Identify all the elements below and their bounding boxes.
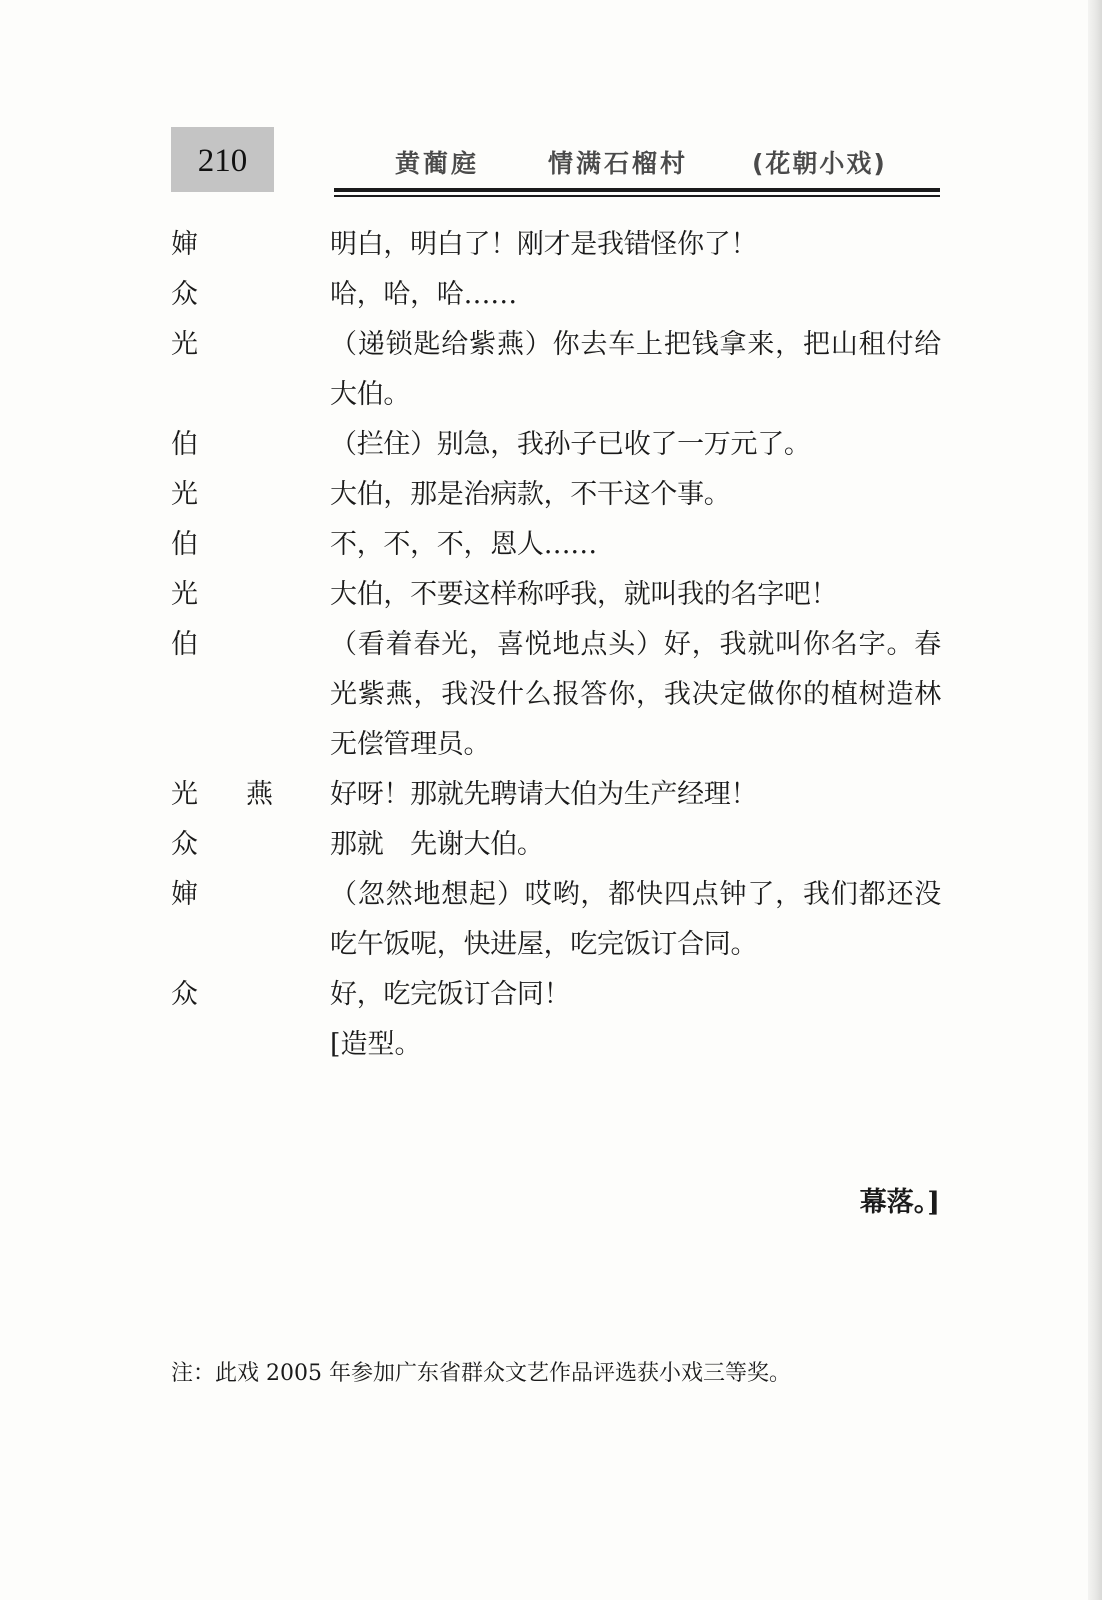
speaker-name: 众 — [171, 279, 198, 310]
speaker-name: 伯 — [171, 429, 198, 460]
speaker — [171, 420, 330, 470]
speaker — [171, 570, 330, 620]
dialogue-line — [171, 570, 941, 620]
speaker-name: 光 — [171, 579, 198, 610]
speaker-name: 婶 — [171, 229, 198, 260]
speech: （忽然地想起）哎哟，都快四点钟了，我们都还没吃午饭呢，快进屋，吃完饭订合同。 — [330, 879, 941, 960]
speaker — [171, 820, 330, 870]
speaker — [171, 270, 330, 320]
speaker — [171, 470, 330, 520]
page-edge-shadow — [1088, 0, 1102, 1600]
running-head-genre: (花朝小戏) — [752, 149, 887, 178]
speaker — [171, 620, 330, 670]
page-number-box — [171, 127, 274, 192]
stage-direction: [造型。 — [330, 1029, 422, 1060]
speech: 好，吃完饭订合同！ — [330, 979, 571, 1010]
dialogue-line — [171, 220, 941, 270]
dialogue-line — [171, 520, 941, 570]
script-body — [171, 220, 941, 1070]
speech: （看着春光，喜悦地点头）好，我就叫你名字。春光紫燕，我没什么报答你，我决定做你的植树造林无偿管理员。 — [330, 629, 941, 760]
dialogue-line — [171, 320, 941, 420]
page-number: 210 — [197, 143, 248, 179]
speaker-name: 众 — [171, 829, 198, 860]
speech: 那就 先谢大伯。 — [330, 829, 544, 860]
speaker — [171, 320, 330, 370]
dialogue-line — [171, 770, 941, 820]
speech: 哈，哈，哈…… — [330, 279, 517, 310]
speech: 明白，明白了！刚才是我错怪你了！ — [330, 229, 758, 260]
speaker — [171, 970, 330, 1020]
header-rule-thin — [334, 195, 940, 197]
speaker-name: 光 — [171, 329, 198, 360]
dialogue-line — [171, 870, 941, 970]
speech: 不，不，不，恩人…… — [330, 529, 597, 560]
speech: （递锁匙给紫燕）你去车上把钱拿来，把山租付给大伯。 — [330, 329, 941, 410]
speech: 大伯，不要这样称呼我，就叫我的名字吧！ — [330, 579, 838, 610]
speaker-name: 伯 — [171, 629, 198, 660]
dialogue-line — [171, 470, 941, 520]
speaker-name: 光 — [171, 479, 198, 510]
header-rule-thick — [334, 188, 940, 192]
running-head-title: 情满石榴村 — [548, 149, 689, 178]
speaker-name: 伯 — [171, 529, 198, 560]
speaker — [171, 220, 330, 270]
speaker-name: 光 — [171, 779, 198, 810]
speech: 大伯，那是治病款，不干这个事。 — [330, 479, 731, 510]
speaker-name-second: 燕 — [246, 779, 273, 810]
speaker — [171, 520, 330, 570]
speaker-name: 众 — [171, 979, 198, 1010]
running-head-author: 黄蔺庭 — [395, 149, 480, 178]
dialogue-line — [171, 420, 941, 470]
running-head — [330, 138, 940, 188]
curtain-falls: 幕落。] — [859, 1187, 940, 1218]
speech: 好呀！那就先聘请大伯为生产经理！ — [330, 779, 758, 810]
speaker — [171, 770, 330, 820]
speaker-name: 婶 — [171, 879, 198, 910]
speaker — [171, 870, 330, 920]
dialogue-line — [171, 970, 941, 1020]
footnote: 注：此戏 2005 年参加广东省群众文艺作品评选获小戏三等奖。 — [171, 1361, 791, 1386]
speech: （拦住）别急，我孙子已收了一万元了。 — [330, 429, 811, 460]
dialogue-line — [171, 820, 941, 870]
dialogue-line — [171, 620, 941, 770]
dialogue-line — [171, 270, 941, 320]
